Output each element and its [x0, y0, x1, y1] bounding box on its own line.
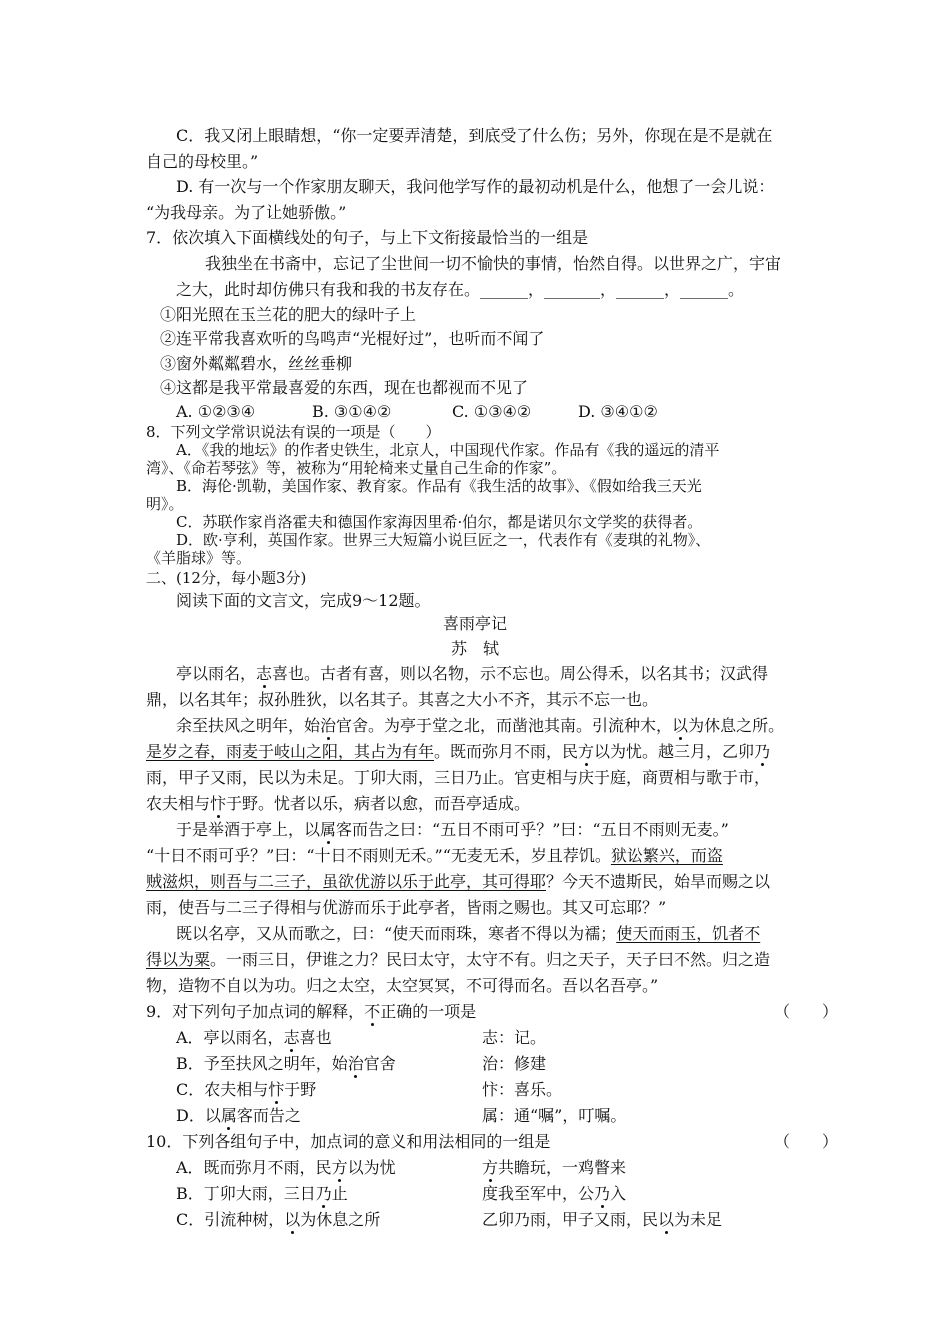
passage-p4-line1: 既以名亭，又从而歌之，曰：“使天而雨珠，寒者不得以为襦；使天而雨玉，饥者不	[176, 924, 761, 943]
q7-item-3: ③窗外粼粼碧水，丝丝垂柳	[160, 354, 353, 373]
section-instruction: 阅读下面的文言文，完成9～12题。	[176, 591, 431, 610]
passage-title: 喜雨亭记	[442, 614, 507, 633]
underlined-sentence-3b: 得以为粟	[146, 950, 211, 969]
q7-option-b: B. ③①④②	[312, 402, 392, 421]
q10-answer-bracket: （ ）	[774, 1132, 839, 1151]
q8-option-a-line1: A．《我的地坛》的作者史铁生，北京人，中国现代作家。作品有《我的遥远的清平	[176, 441, 720, 459]
q10-option-a-right: 方共瞻玩，一鸡瞥来	[482, 1158, 627, 1177]
q7-option-d: D. ③④①②	[578, 402, 658, 421]
q8-option-b-line1: B．海伦·凯勒，美国作家、教育家。作品有《我生活的故事》、《假如给我三天光	[176, 477, 702, 495]
q8-option-d-line1: D．欧·亨利，英国作家。世界三大短篇小说巨匠之一，代表作有《麦琪的礼物》、	[176, 531, 711, 549]
passage-p2-line2: 是岁之春，雨麦于岐山之阳，其占为有年。既而弥月不雨，民方以为忧。越三月，乙卯乃	[146, 742, 771, 761]
underlined-sentence-1: 是岁之春，雨麦于岐山之阳，其占为有年	[146, 742, 435, 761]
q8-option-b-line2: 明》。	[146, 495, 184, 513]
q10-option-b-right: 度我至军中，公乃入	[482, 1184, 627, 1203]
passage-p2-line1: 余至扶风之明年，始治官舍。为亭于堂之北，而凿池其南。引流种木，以为休息之所。	[176, 716, 785, 735]
underlined-sentence-3a: 使天而雨玉，饥者不	[616, 924, 761, 943]
q7-passage-line2: 之大，此时却仿佛只有我和我的书友存在。______，_______，______，______。	[176, 280, 745, 299]
q6-option-c-line2: 自己的母校里。”	[146, 152, 259, 171]
q9-option-d-left: D．以属客而告之	[176, 1106, 301, 1125]
q7-item-4: ④这都是我平常最喜爱的东西，现在也都视而不见了	[160, 378, 529, 397]
q9-option-c-left: C．农夫相与忭于野	[176, 1080, 317, 1099]
q8-option-a-line2: 湾》、《命若琴弦》等，被称为“用轮椅来丈量自己生命的作家”。	[146, 459, 567, 477]
q9-stem: 9．对下列句子加点词的解释，不正确的一项是	[146, 1002, 477, 1021]
passage-p2-line3: 雨，甲子又雨，民以为未足。丁卯大雨，三日乃止。官吏相与庆于庭，商贾相与歌于市，	[146, 768, 771, 787]
underlined-sentence-2a: 狱讼繁兴，而盗	[610, 846, 723, 865]
q8-option-c: C．苏联作家肖洛霍夫和德国作家海因里希·伯尔，都是诺贝尔文学奖的获得者。	[176, 513, 703, 531]
q7-item-2: ②连平常我喜欢听的鸟鸣声“光棍好过”，也听而不闻了	[160, 329, 545, 348]
passage-author: 苏 轼	[450, 639, 499, 658]
q9-option-c-right: 忭：喜乐。	[482, 1080, 563, 1099]
q10-option-b-left: B．丁卯大雨，三日乃止	[176, 1184, 348, 1203]
q9-option-d-right: 属：通“嘱”，叮嘱。	[482, 1106, 627, 1125]
passage-p3-line4: 雨，使吾与二三子得相与优游而乐于此亭者，皆雨之赐也。其又可忘耶？”	[146, 898, 667, 917]
q10-option-c-left: C．引流种树，以为休息之所	[176, 1210, 381, 1229]
q9-answer-bracket: （ ）	[774, 1002, 839, 1021]
underlined-sentence-2b: 贼滋炽，则吾与二三子，虽欲优游以乐于此亭，其可得耶	[146, 872, 547, 891]
passage-p1-line2: 鼎，以名其年；叔孙胜狄，以名其子。其喜之大小不齐，其示不忘一也。	[146, 690, 659, 709]
q6-option-d-line1: D. 有一次与一个作家朋友聊天，我问他学写作的最初动机是什么，他想了一会儿说：	[176, 177, 775, 196]
passage-p3-line2: “十日不雨可乎？”曰：“十日不雨则无禾。”“无麦无禾，岁且荐饥。狱讼繁兴，而盗	[146, 846, 723, 865]
q7-option-a: A. ①②③④	[176, 402, 256, 421]
passage-p2-line4: 农夫相与忭于野。忧者以乐，病者以愈，而吾亭适成。	[146, 794, 531, 813]
q7-item-1: ①阳光照在玉兰花的肥大的绿叶子上	[160, 305, 417, 324]
q6-option-d-line2: “为我母亲。为了让她骄傲。”	[146, 203, 347, 222]
q10-option-c-right: 乙卯乃雨，甲子又雨，民以为未足	[482, 1210, 723, 1229]
q7-option-c: C. ①③④②	[452, 402, 532, 421]
passage-p4-line3: 物，造物不自以为功。归之太空，太空冥冥，不可得而名。吾以名吾亭。”	[146, 976, 659, 995]
q10-stem: 10．下列各组句子中，加点词的意义和用法相同的一组是	[146, 1132, 551, 1151]
q7-stem: 7．依次填入下面横线处的句子，与上下文衔接最恰当的一组是	[146, 228, 589, 247]
q8-stem: 8．下列文学常识说法有误的一项是（ ）	[146, 423, 441, 441]
passage-p4-line2: 得以为粟。一雨三日，伊谁之力？民曰太守，太守不有。归之天子，天子曰不然。归之造	[146, 950, 771, 969]
passage-p3-line1: 于是举酒于亭上，以属客而告之曰：“五日不雨可乎？”曰：“五日不雨则无麦。”	[176, 820, 729, 839]
q8-option-d-line2: 《羊脂球》等。	[146, 549, 252, 567]
q10-option-a-left: A．既而弥月不雨，民方以为忧	[176, 1158, 396, 1177]
q9-option-b-left: B．予至扶风之明年，始治官舍	[176, 1054, 396, 1073]
q9-option-b-right: 治：修建	[482, 1054, 547, 1073]
q6-option-c-line1: C．我又闭上眼睛想，“你一定要弄清楚，到底受了什么伤；另外，你现在是不是就在	[176, 126, 773, 145]
section-heading: 二、(12分，每小题3分)	[146, 569, 307, 587]
passage-p3-line3: 贼滋炽，则吾与二三子，虽欲优游以乐于此亭，其可得耶？今天不遗斯民，始旱而赐之以	[146, 872, 771, 891]
q7-passage-line1: 我独坐在书斋中，忘记了尘世间一切不愉快的事情，怡然自得。以世界之广，宇宙	[205, 254, 782, 273]
passage-p1-line1: 亭以雨名，志喜也。古者有喜，则以名物，示不忘也。周公得禾，以名其书；汉武得	[176, 664, 769, 683]
q9-option-a-right: 志：记。	[482, 1028, 547, 1047]
q9-option-a-left: A．亭以雨名，志喜也	[176, 1028, 332, 1047]
